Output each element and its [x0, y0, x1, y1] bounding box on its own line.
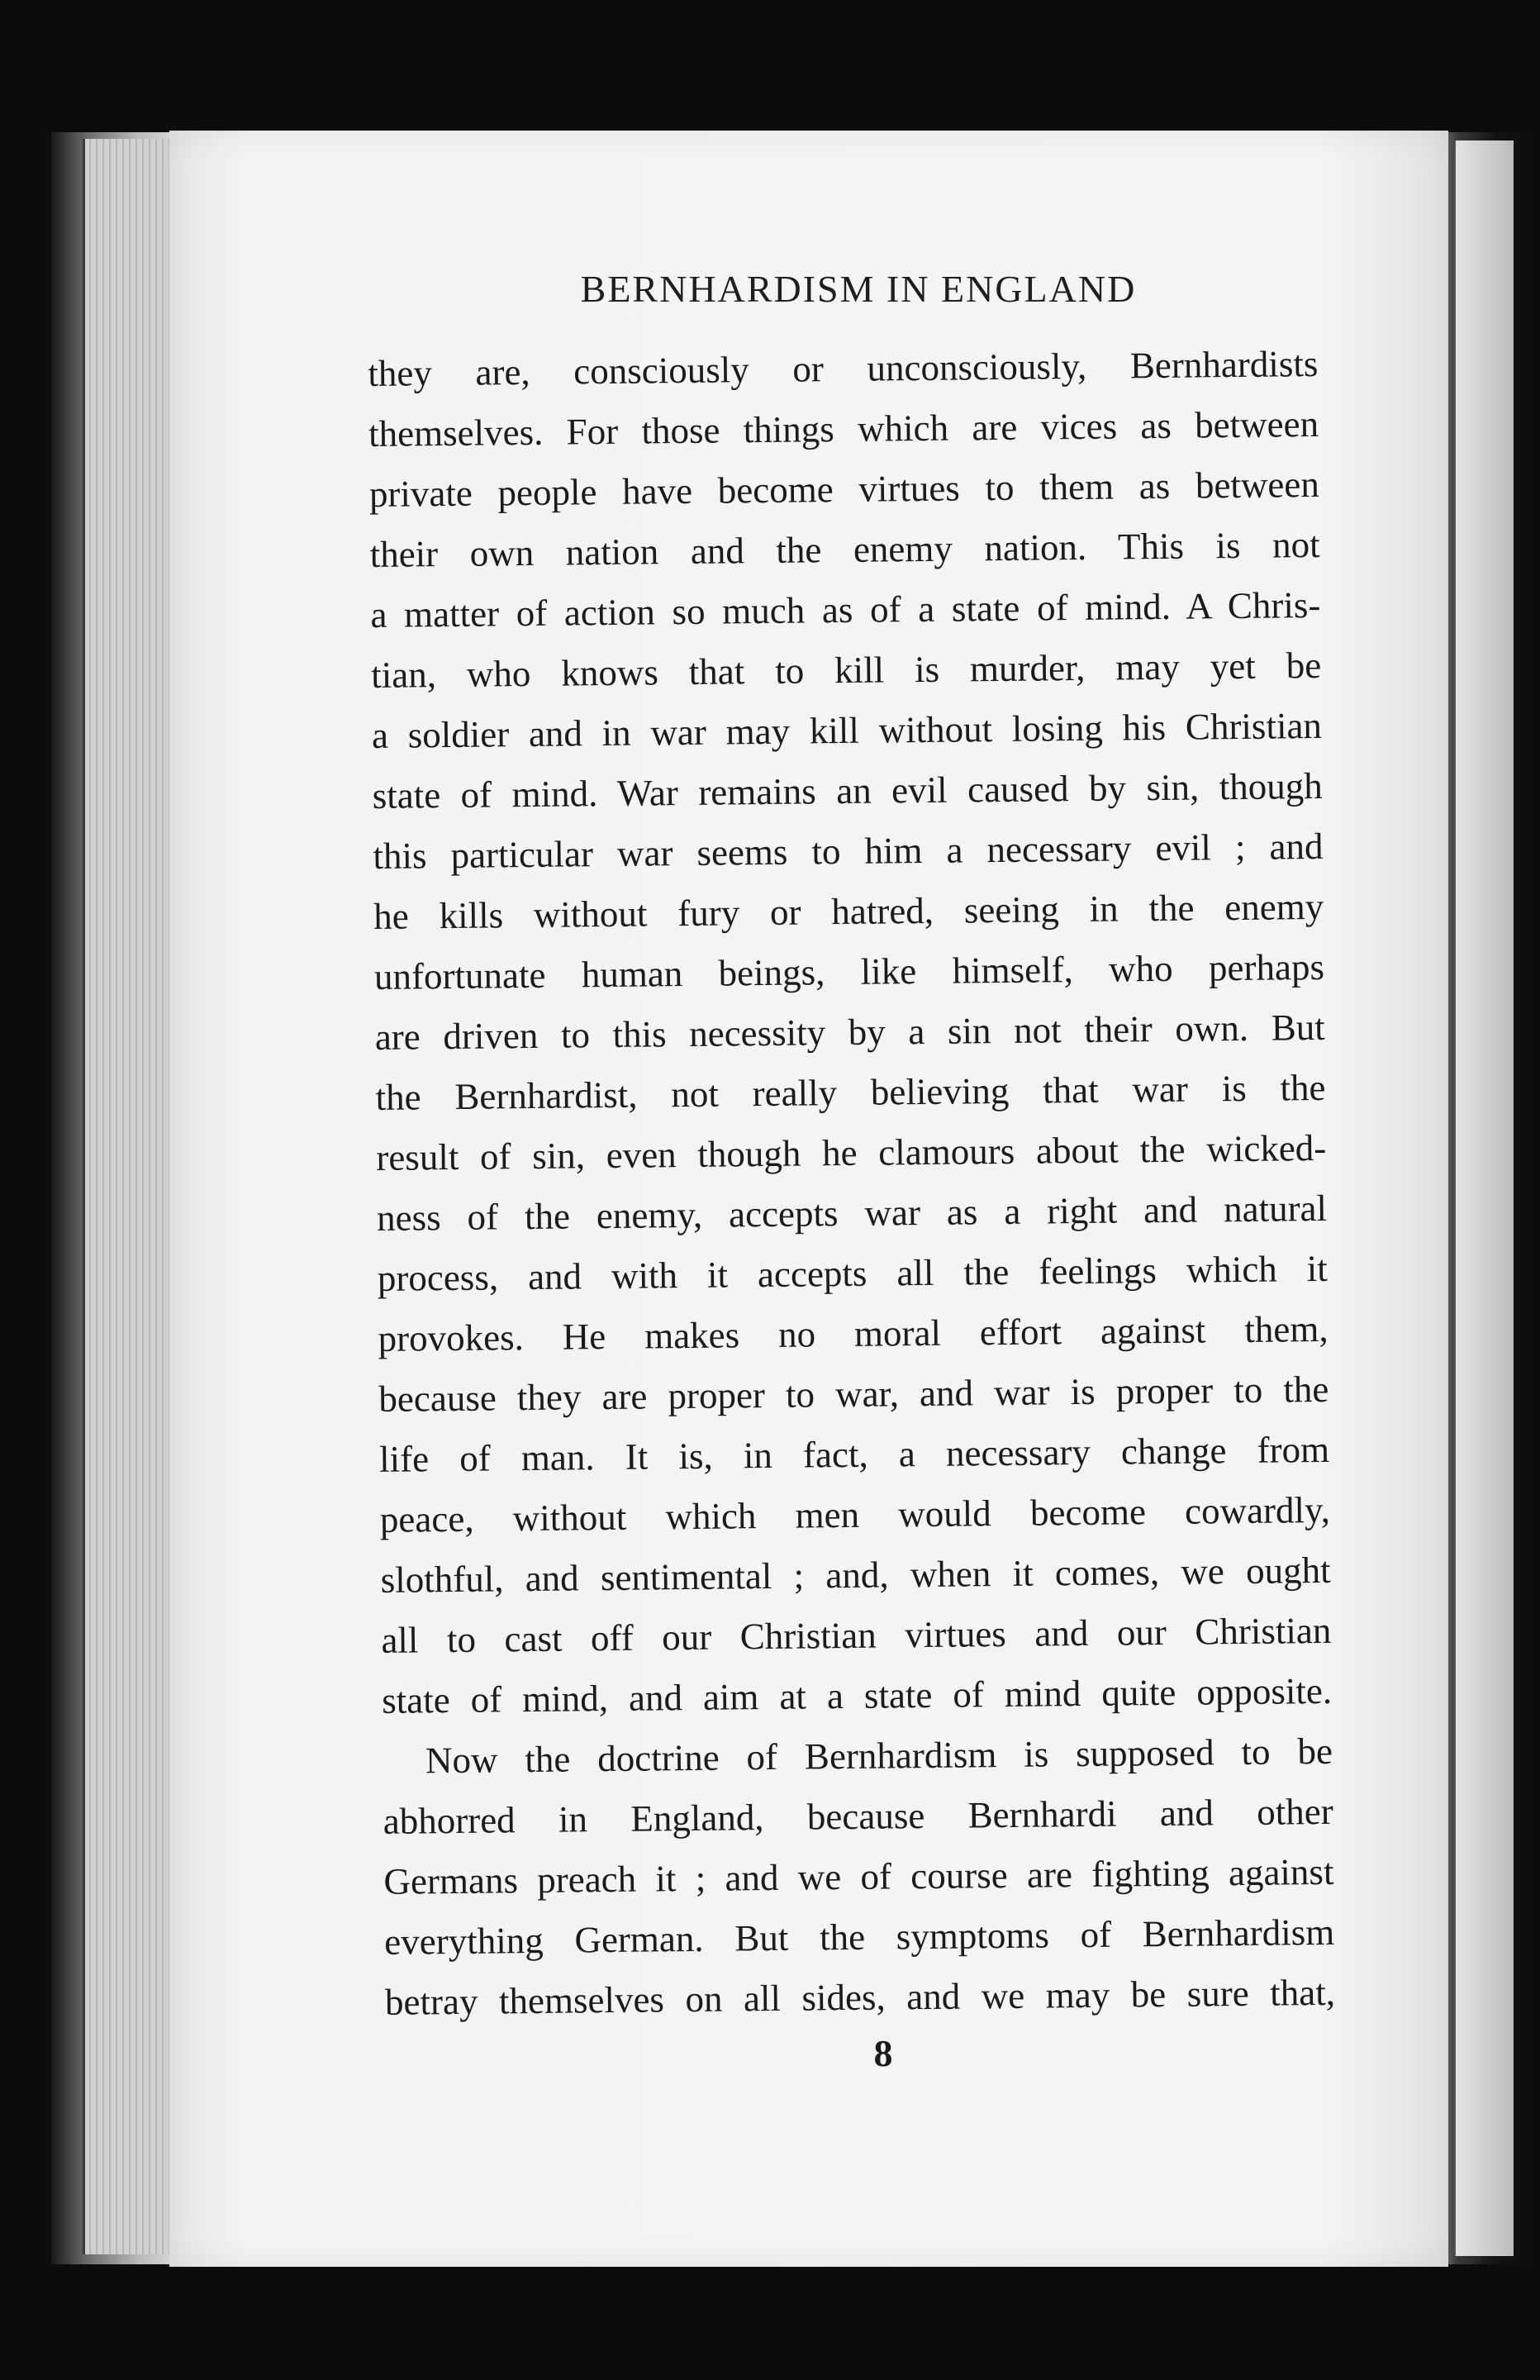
book-page: [169, 131, 1448, 2267]
text-line: process, and with it accepts all the feelings which it: [377, 1247, 1328, 1299]
text-line: life of man. It is, in fact, a necessary change from: [378, 1428, 1330, 1480]
stacked-page-edges: [83, 139, 176, 2254]
text-line: their own nation and the enemy nation. This is not: [369, 523, 1320, 575]
paragraph-2: [383, 1721, 1336, 2033]
text-line: themselves. For those things which are vices as between: [368, 402, 1319, 455]
text-line: betray themselves on all sides, and we may be sure that,: [384, 1971, 1336, 2023]
next-page-edge: [1454, 140, 1514, 2256]
text-line: a soldier and in war may kill without losing his Christian: [371, 704, 1323, 756]
text-line: Germans preach it ; and we of course are fighting against: [383, 1850, 1334, 1902]
text-line: result of sin, even though he clamours about the wicked-: [376, 1126, 1327, 1178]
text-line: peace, without which men would become cowardly,: [379, 1488, 1331, 1540]
text-line: are driven to this necessity by a sin not their own. But: [374, 1006, 1325, 1058]
text-line: slothful, and sentimental ; and, when it comes, we ought: [380, 1549, 1331, 1601]
paragraph-1: [368, 334, 1333, 1731]
text-line: provokes. He makes no moral effort against them,: [378, 1307, 1328, 1359]
page-number: 8: [873, 2032, 893, 2074]
text-line: because they are proper to war, and war is proper to the: [378, 1368, 1329, 1420]
running-head: BERNHARDISM IN ENGLAND: [580, 268, 1137, 310]
text-line: Now the doctrine of Bernhardism is supposed to be: [425, 1730, 1333, 1782]
text-line: unfortunate human beings, like himself, who perhaps: [373, 945, 1325, 997]
text-line: a matter of action so much as of a state of mind. A Chris-: [370, 583, 1321, 635]
text-line: ness of the enemy, accepts war as a right and natural: [376, 1187, 1328, 1239]
text-line: he kills without fury or hatred, seeing in the enemy: [373, 885, 1324, 937]
text-line: everything German. But the symptoms of Bernhardism: [383, 1911, 1335, 1963]
text-line: tian, who knows that to kill is murder, may yet be: [370, 644, 1322, 696]
text-line: abhorred in England, because Bernhardi and other: [383, 1790, 1333, 1842]
text-line: state of mind. War remains an evil caused by sin, though: [372, 764, 1323, 816]
body-text: [368, 334, 1335, 2033]
text-line: this particular war seems to him a necessary evil ; and: [373, 825, 1324, 877]
text-line: they are, consciously or unconsciously, Bernhardists: [368, 342, 1319, 394]
text-line: private people have become virtues to them as between: [368, 463, 1320, 515]
text-line: all to cast off our Christian virtues and our Christian: [381, 1609, 1332, 1661]
text-line: state of mind, and aim at a state of mind quite opposite.: [381, 1669, 1333, 1721]
text-line: the Bernhardist, not really believing that war is the: [375, 1066, 1326, 1118]
